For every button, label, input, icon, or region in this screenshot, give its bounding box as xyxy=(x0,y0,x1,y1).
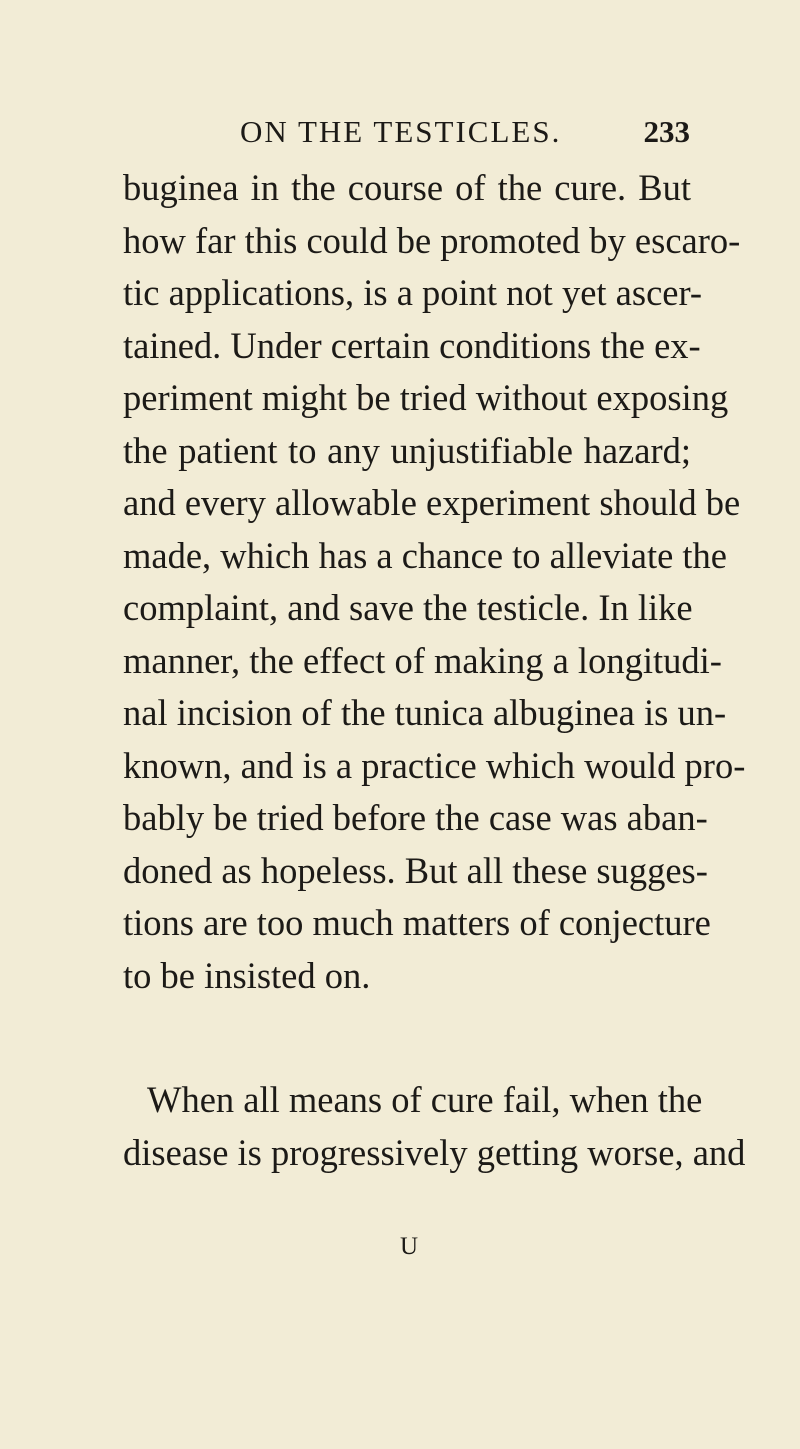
text-line: bably be tried before the case was aban- xyxy=(123,797,708,838)
running-header xyxy=(240,114,690,154)
text-line: disease is progressively getting worse, and xyxy=(123,1131,746,1173)
text-line: manner, the effect of making a longitudi- xyxy=(123,639,722,681)
text-line: complaint, and save the testicle. In like xyxy=(123,587,693,628)
text-line: to be insisted on. xyxy=(123,954,371,996)
text-line: nal incision of the tunica albuginea is un- xyxy=(123,692,727,733)
text-line: tained. Under certain conditions the ex- xyxy=(123,324,701,366)
signature-mark: U xyxy=(400,1233,419,1260)
text-line: When all means of cure fail, when the xyxy=(147,1079,703,1120)
text-line: made, which has a chance to alleviate the xyxy=(123,534,727,576)
text-line: how far this could be promoted by escaro- xyxy=(123,219,741,261)
text-line: the patient to any unjustifiable hazard; xyxy=(123,429,691,471)
paragraph-gap xyxy=(123,1002,691,1074)
text-line: tic applications, is a point not yet ascer- xyxy=(123,272,703,313)
text-line: buginea in the course of the cure. But xyxy=(123,167,691,208)
text-line: tions are too much matters of conjecture xyxy=(123,902,711,943)
header-title: ON THE TESTICLES. xyxy=(240,114,562,149)
text-line: periment might be tried without exposing xyxy=(123,377,729,418)
text-line: and every allowable experiment should be xyxy=(123,482,741,523)
text-line: known, and is a practice which would pro- xyxy=(123,744,746,786)
body-text xyxy=(123,162,746,1179)
page-number: 233 xyxy=(643,114,690,149)
text-line: doned as hopeless. But all these sugges- xyxy=(123,849,708,891)
